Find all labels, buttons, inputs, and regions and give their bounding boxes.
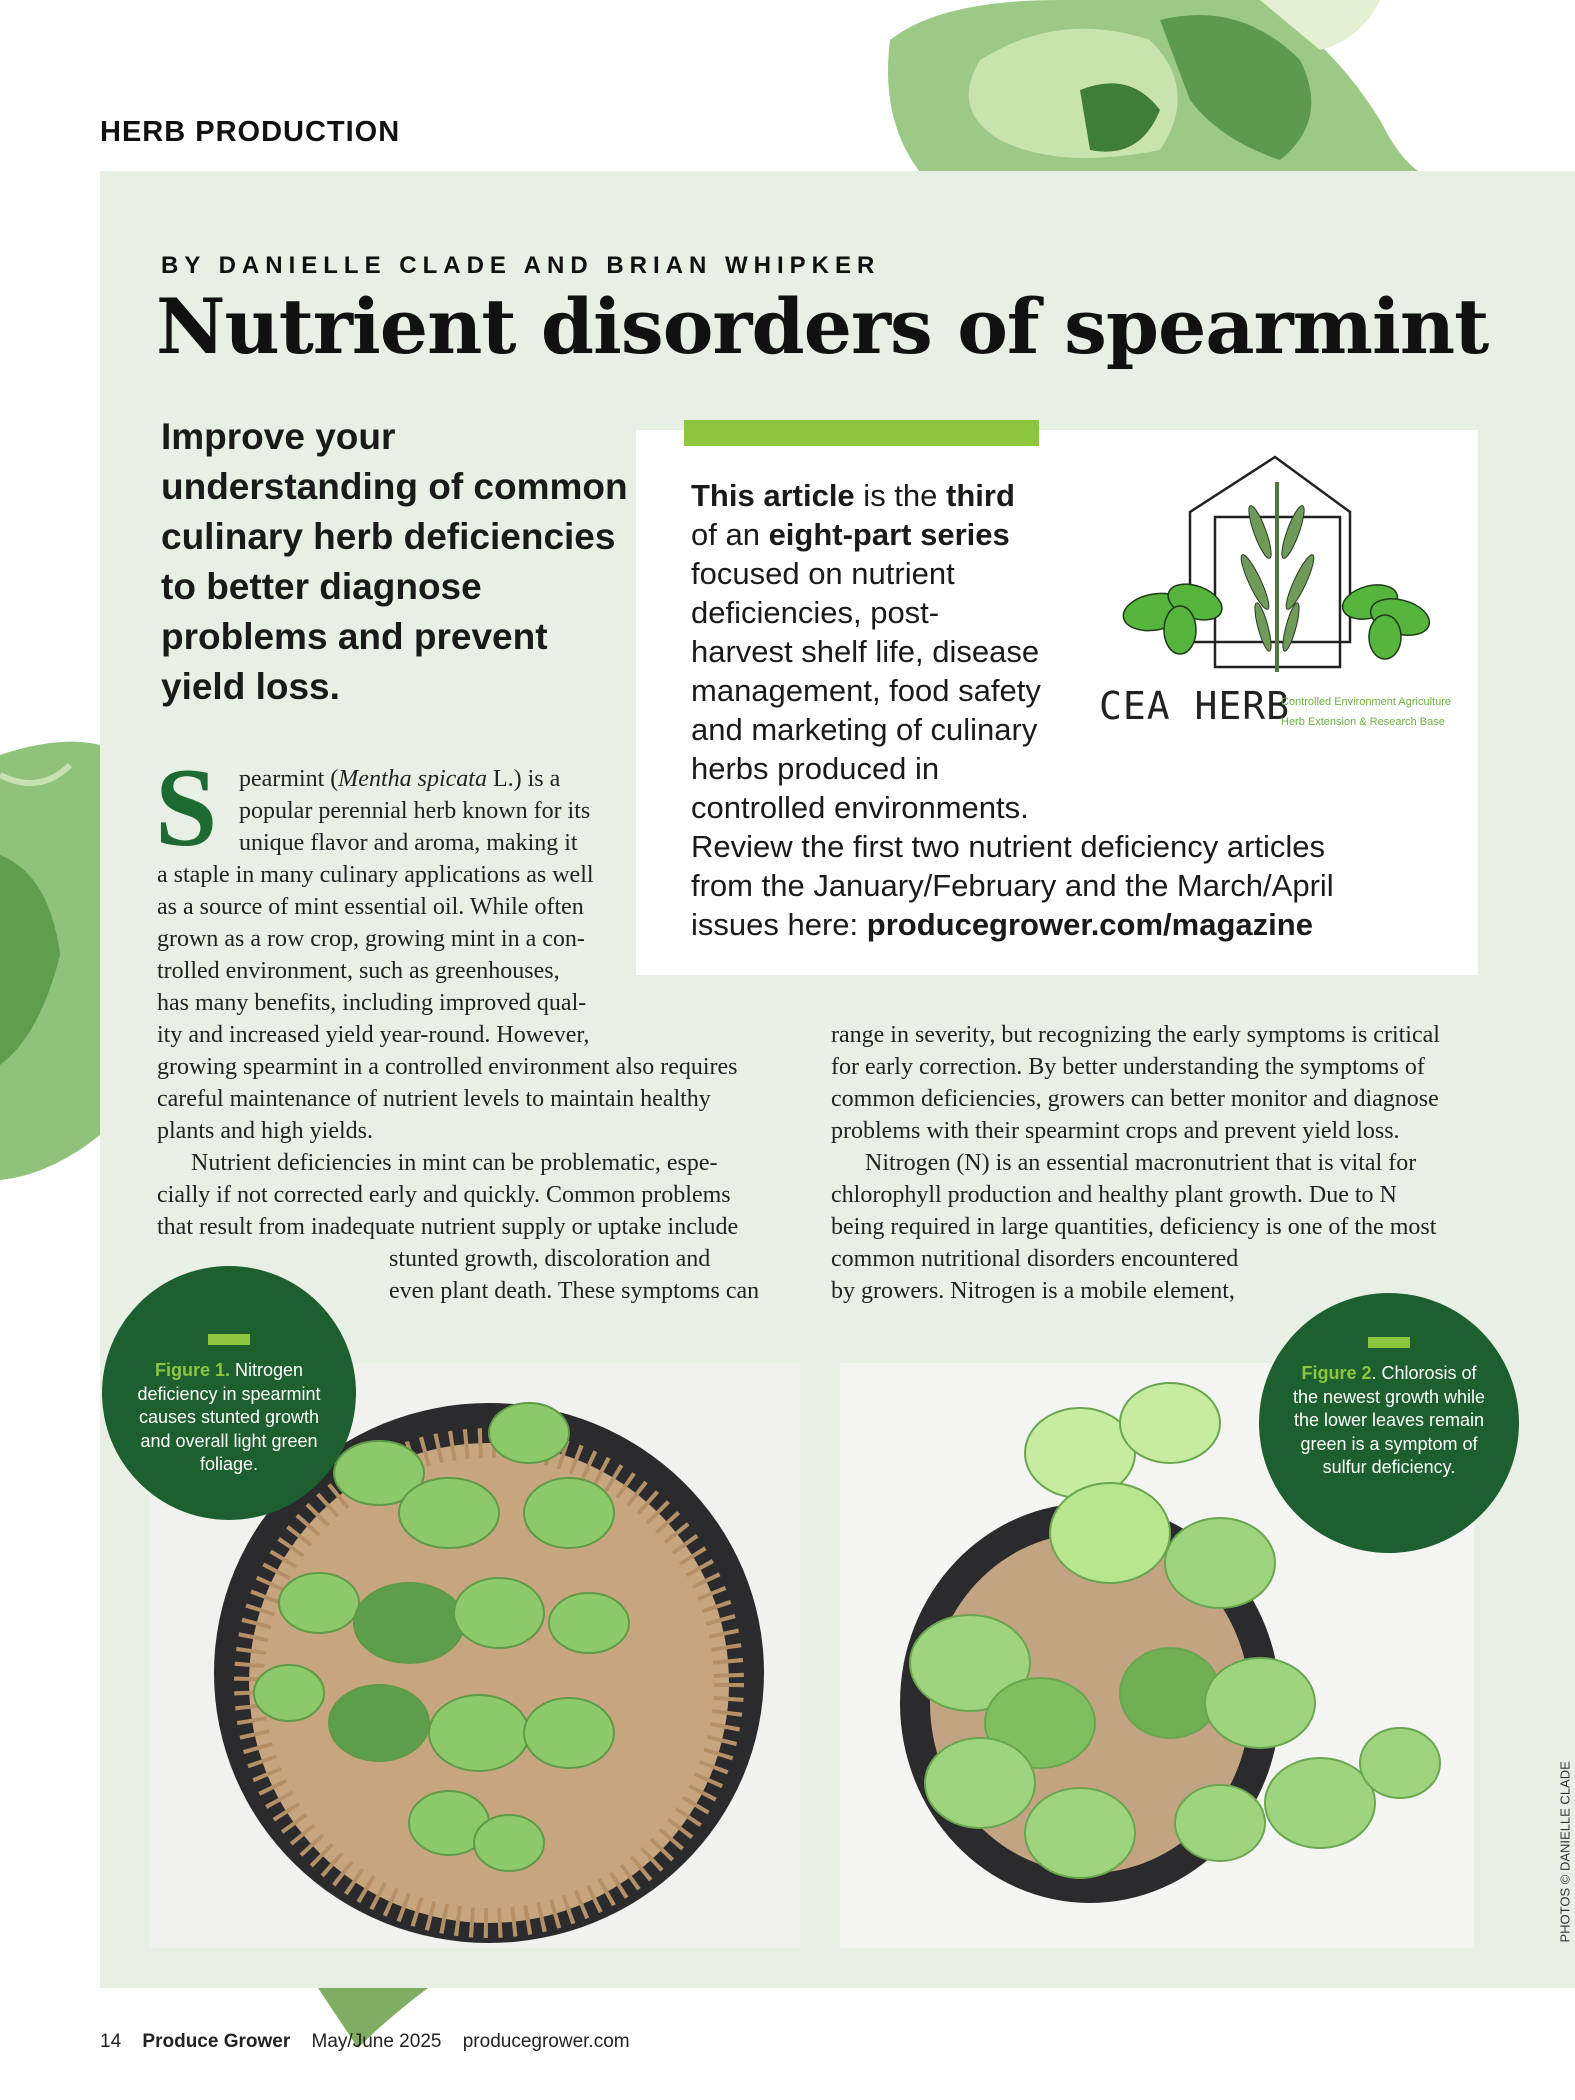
drop-cap: S xyxy=(155,746,218,870)
series-box-accent-bar xyxy=(684,420,1039,446)
series-info-line xyxy=(691,710,1037,749)
body-text-line xyxy=(191,1147,717,1179)
body-text-segment: grown as a row crop, growing mint in a con- xyxy=(157,926,585,952)
body-text-line xyxy=(157,1051,738,1083)
figure-1-caption xyxy=(102,1266,356,1520)
series-info-text-segment: deficiencies, post- xyxy=(691,595,940,630)
body-text-segment: pearmint ( xyxy=(239,766,339,792)
series-info-text-segment: focused on nutrient xyxy=(691,556,955,591)
series-info-text-segment: harvest shelf life, disease xyxy=(691,634,1040,669)
series-info-line xyxy=(691,905,1313,944)
section-label: HERB PRODUCTION xyxy=(100,116,401,148)
body-text-segment: ity and increased yield year-round. However, xyxy=(157,1022,590,1048)
body-text-segment: chlorophyll production and healthy plant growth. Due to N xyxy=(831,1182,1397,1208)
decorative-leaves-top-icon xyxy=(860,0,1500,175)
body-text-segment: by growers. Nitrogen is a mobile element, xyxy=(831,1278,1235,1304)
body-text-segment: a staple in many culinary applications as well xyxy=(157,862,594,888)
body-text-line xyxy=(831,1019,1440,1051)
series-info-bold-text: eight-part series xyxy=(768,517,1010,552)
series-info-line xyxy=(691,554,955,593)
body-text-line xyxy=(831,1211,1436,1243)
body-text-segment: problems with their spearmint crops and prevent yield loss. xyxy=(831,1118,1400,1144)
body-text-line xyxy=(831,1083,1439,1115)
body-text-line xyxy=(157,1115,373,1147)
series-info-text-segment: is the xyxy=(854,478,947,513)
body-text-segment: stunted growth, discoloration and xyxy=(389,1246,711,1272)
body-text-segment: L.) is a xyxy=(486,766,561,792)
website: producegrower.com xyxy=(462,2031,630,2052)
body-text-line xyxy=(157,859,594,891)
page-number: 14 xyxy=(100,2031,122,2052)
body-text-line xyxy=(157,1019,589,1051)
body-text-line xyxy=(157,891,584,923)
body-text-line xyxy=(157,1083,711,1115)
series-info-line xyxy=(691,515,1010,554)
series-info-text-segment: herbs produced in xyxy=(691,751,940,786)
decorative-leaf-left-icon xyxy=(0,735,100,1180)
series-info-text-segment: of an xyxy=(691,517,769,552)
caption-accent-bar xyxy=(1368,1337,1410,1348)
scientific-name: Mentha spicata xyxy=(338,766,487,792)
body-text-line xyxy=(157,987,586,1019)
body-text-line xyxy=(157,923,585,955)
publication-name: Produce Grower xyxy=(142,2031,291,2052)
body-text-segment: even plant death. These symptoms can xyxy=(389,1278,760,1304)
figure-2-caption xyxy=(1259,1293,1519,1553)
body-text-line xyxy=(389,1243,710,1275)
series-info-text-segment: controlled environments. xyxy=(691,790,1029,825)
body-text-line xyxy=(239,827,578,859)
body-text-line xyxy=(831,1275,1235,1307)
body-text-line xyxy=(157,955,560,987)
figure-2-caption-text: . Chlorosis of the newest growth while the lower leaves remain green is a symptom of sulfur deficiency. xyxy=(1292,1363,1486,1477)
body-text-line xyxy=(389,1275,759,1307)
series-info-line xyxy=(691,476,1015,515)
body-text-segment: common nutritional disorders encountered xyxy=(831,1246,1239,1272)
body-text-line xyxy=(239,795,590,827)
series-info-text-segment: and marketing of culinary xyxy=(691,712,1038,747)
body-text-line xyxy=(831,1179,1397,1211)
body-text-line xyxy=(239,763,560,795)
body-text-line xyxy=(157,1211,738,1243)
series-info-line xyxy=(691,749,939,788)
series-info-line xyxy=(691,671,1041,710)
series-info-line xyxy=(691,632,1039,671)
series-info-bold-text: producegrower.com/magazine xyxy=(866,907,1313,942)
body-text-segment: as a source of mint essential oil. While often xyxy=(157,894,584,920)
body-text-segment: cially if not corrected early and quickly. Common problems xyxy=(157,1182,731,1208)
caption-accent-bar xyxy=(208,1334,250,1345)
figure-1-label: Figure 1. xyxy=(154,1360,230,1380)
series-info-text-segment: Review the first two nutrient deficiency articles xyxy=(691,829,1326,864)
series-info-line xyxy=(691,866,1334,905)
body-text-segment: that result from inadequate nutrient supply or uptake include xyxy=(157,1214,739,1240)
series-info-line xyxy=(691,788,1029,827)
body-text-segment: common deficiencies, growers can better monitor and diagnose xyxy=(831,1086,1439,1112)
byline: BY DANIELLE CLADE AND BRIAN WHIPKER xyxy=(161,252,881,279)
series-info-line xyxy=(691,827,1325,866)
page-footer xyxy=(100,2031,646,2053)
series-info-line xyxy=(691,593,939,632)
logo-tagline-1: Controlled Environment Agriculture xyxy=(1281,696,1451,708)
photo-credit: PHOTOS © DANIELLE CLADE xyxy=(1557,1761,1573,1943)
body-text-segment: being required in large quantities, deficiency is one of the most xyxy=(831,1214,1437,1240)
series-info-text-segment: issues here: xyxy=(691,907,867,942)
series-info-bold-text: This article xyxy=(691,478,855,513)
body-text-segment: careful maintenance of nutrient levels to maintain healthy xyxy=(157,1086,711,1112)
body-text-segment: has many benefits, including improved qual- xyxy=(157,990,587,1016)
logo-tagline-2: Herb Extension & Research Base xyxy=(1281,716,1445,728)
logo-wordmark: CEA HERB xyxy=(1099,684,1291,728)
series-info-text-segment: management, food safety xyxy=(691,673,1041,708)
body-text-segment: Nitrogen (N) is an essential macronutrient that is vital for xyxy=(865,1150,1417,1176)
body-text-segment: for early correction. By better understanding the symptoms of xyxy=(831,1054,1425,1080)
body-text-line xyxy=(831,1051,1425,1083)
body-text-segment: popular perennial herb known for its xyxy=(239,798,591,824)
series-info-bold-text: third xyxy=(946,478,1015,513)
cea-herb-logo xyxy=(1095,452,1465,747)
greenhouse-herb-logo-icon xyxy=(1095,452,1465,672)
body-text-segment: trolled environment, such as greenhouses, xyxy=(157,958,560,984)
body-text-line xyxy=(157,1179,731,1211)
series-info-text-segment: from the January/February and the March/April xyxy=(691,868,1334,903)
body-text-segment: unique flavor and aroma, making it xyxy=(239,830,578,856)
body-text-segment: range in severity, but recognizing the early symptoms is critical xyxy=(831,1022,1440,1048)
issue-date: May/June 2025 xyxy=(311,2031,442,2052)
body-text-line xyxy=(831,1243,1238,1275)
body-text-segment: plants and high yields. xyxy=(157,1118,373,1144)
figure-2-label: Figure 2 xyxy=(1301,1363,1372,1383)
body-text-segment: growing spearmint in a controlled environment also requires xyxy=(157,1054,738,1080)
article-dek: Improve your understanding of common culinary herb deficiencies to better diagnose problems and prevent yield loss. xyxy=(161,416,628,707)
body-text-line xyxy=(865,1147,1416,1179)
figure-1-caption-text: Nitrogen deficiency in spearmint causes stunted growth and overall light green foliage. xyxy=(137,1360,321,1474)
body-text-segment: Nutrient deficiencies in mint can be problematic, espe- xyxy=(191,1150,718,1176)
body-text-line xyxy=(831,1115,1400,1147)
article-title: Nutrient disorders of spearmint xyxy=(156,282,1489,371)
